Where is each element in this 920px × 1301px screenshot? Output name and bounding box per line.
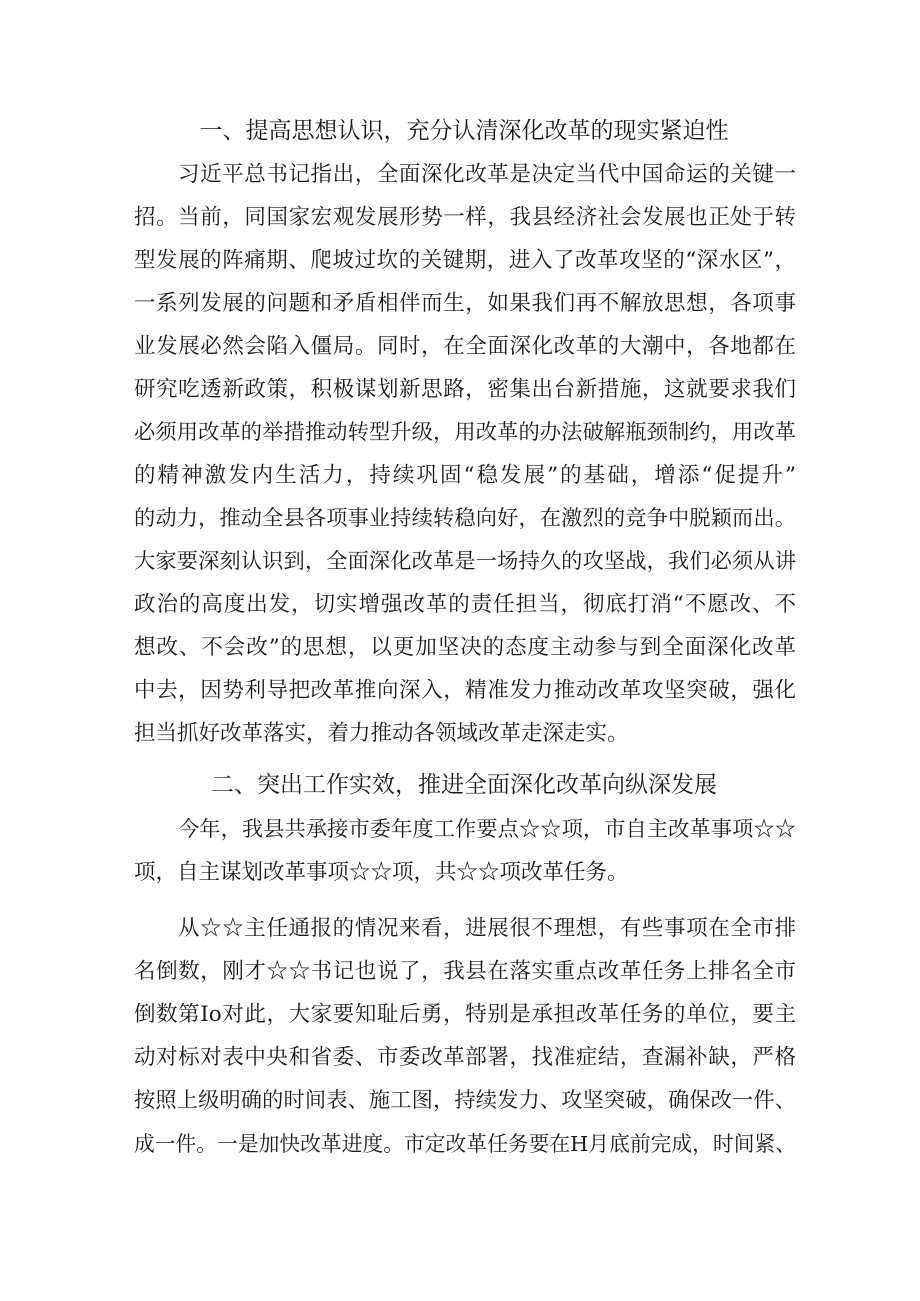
paragraph-line: 中去，因势利导把改革推向深入，精准发力推动改革攻坚突破，强化 [134, 678, 796, 703]
paragraph-line: 研究吃透新政策，积极谋划新思路，密集出台新措施，这就要求我们 [134, 377, 796, 402]
paragraph-line: 想改、不会改”的思想，以更加坚决的态度主动参与到全面深化改革 [134, 635, 796, 660]
paragraph-line: 的动力，推动全县各项事业持续转稳向好，在激烈的竞争中脱颖而出。 [134, 506, 796, 531]
paragraph-line: 习近平总书记指出，全面深化改革是决定当代中国命运的关键一 [178, 162, 796, 187]
section-1-heading: 一、提高思想认识，充分认清深化改革的现实紧迫性 [199, 118, 729, 144]
paragraph-line: 倒数第Io对此，大家要知耻后勇，特别是承担改革任务的单位，要主 [134, 1002, 796, 1027]
paragraph-line: 必须用改革的举措推动转型升级，用改革的办法破解瓶颈制约，用改革 [134, 420, 796, 445]
paragraph-line: 名倒数，刚才☆☆书记也说了，我县在落实重点改革任务上排名全市 [134, 959, 796, 984]
section-2-heading: 二、突出工作实效，推进全面深化改革向纵深发展 [211, 772, 717, 798]
paragraph-line: 政治的高度出发，切实增强改革的责任担当，彻底打消“不愿改、不 [134, 592, 796, 617]
paragraph-line: 大家要深刻认识到，全面深化改革是一场持久的攻坚战，我们必须从讲 [134, 549, 796, 574]
paragraph-line: 的精神激发内生活力，持续巩固“稳发展”的基础，增添“促提升” [134, 463, 796, 488]
paragraph-line: 从☆☆主任通报的情况来看，进展很不理想，有些事项在全市排 [178, 916, 796, 941]
paragraph-line: 按照上级明确的时间表、施工图，持续发力、攻坚突破，确保改一件、 [134, 1088, 796, 1113]
paragraph-line: 型发展的阵痛期、爬坡过坎的关键期，进入了改革攻坚的“深水区”， [134, 248, 796, 273]
paragraph-line: 今年，我县共承接市委年度工作要点☆☆项，市自主改革事项☆☆ [178, 817, 796, 842]
paragraph-line: 动对标对表中央和省委、市委改革部署，找准症结，查漏补缺，严格 [134, 1045, 796, 1070]
paragraph-line: 担当抓好改革落实，着力推动各领域改革走深走实。 [134, 721, 629, 746]
paragraph-line: 项，自主谋划改革事项☆☆项，共☆☆项改革任务。 [134, 860, 629, 885]
paragraph-line: 成一件。一是加快改革进度。市定改革任务要在H月底前完成，时间紧、 [134, 1132, 796, 1156]
paragraph-line: 一系列发展的问题和矛盾相伴而生，如果我们再不解放思想，各项事 [134, 291, 796, 316]
paragraph-line: 业发展必然会陷入僵局。同时，在全面深化改革的大潮中，各地都在 [134, 334, 796, 359]
paragraph-line: 招。当前，同国家宏观发展形势一样，我县经济社会发展也正处于转 [134, 205, 796, 230]
